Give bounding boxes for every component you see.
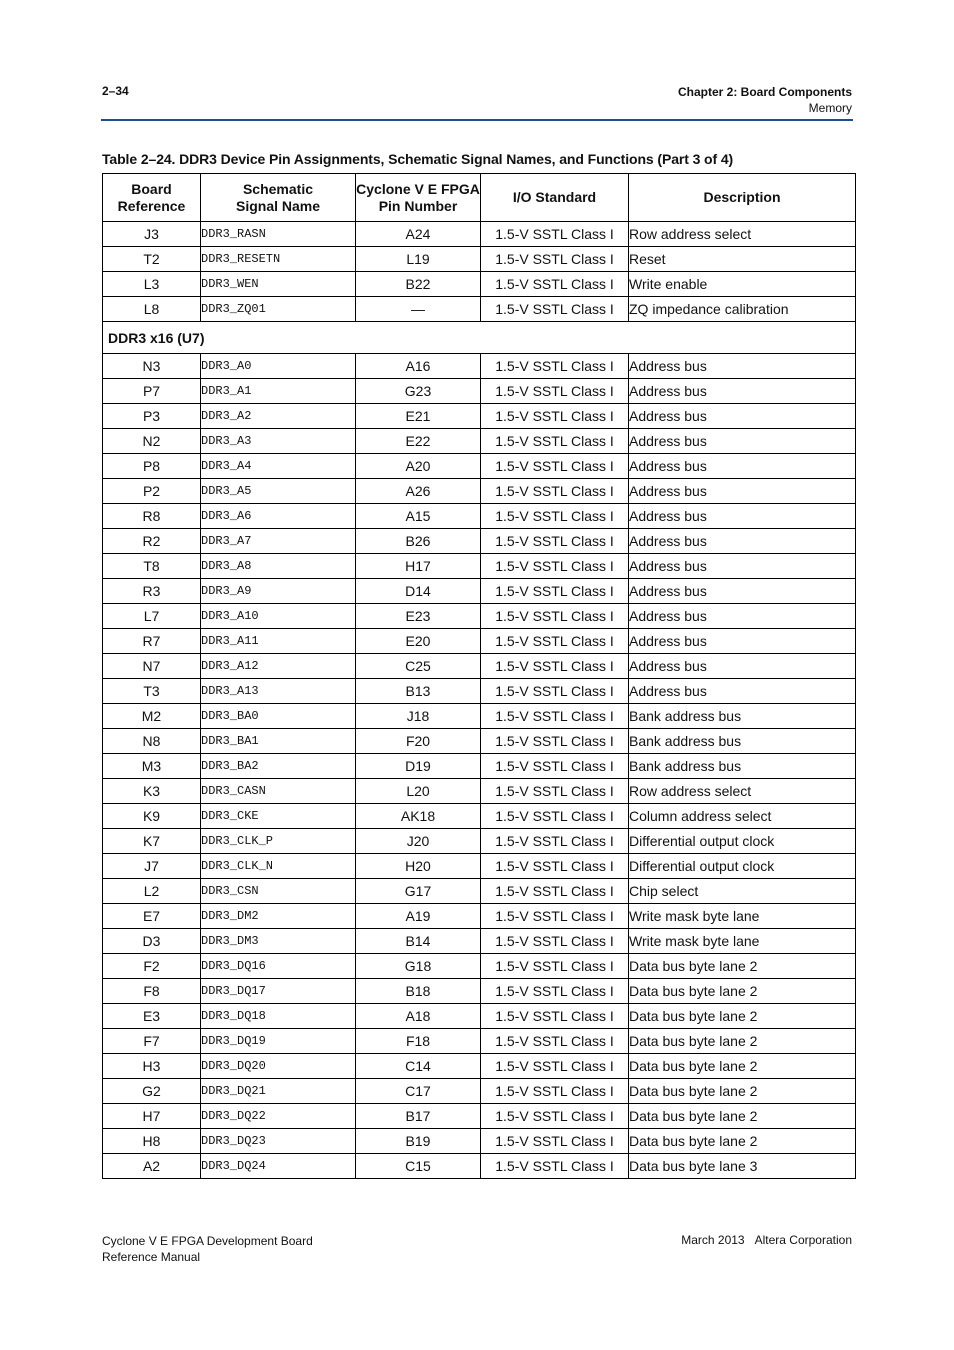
board-reference-cell: M2 [103,704,201,729]
pin-number-cell: B19 [356,1129,481,1154]
description-cell: ZQ impedance calibration [629,297,856,322]
board-reference-cell: T2 [103,247,201,272]
table-row [103,1079,856,1104]
footer-company: Altera Corporation [754,1233,852,1247]
board-reference-cell: K9 [103,804,201,829]
pin-number-cell: G18 [356,954,481,979]
description-cell: Address bus [629,529,856,554]
description-cell: Address bus [629,504,856,529]
io-standard-cell: 1.5-V SSTL Class I [481,754,629,779]
description-cell: Chip select [629,879,856,904]
board-reference-cell: L8 [103,297,201,322]
table-row [103,704,856,729]
io-standard-cell: 1.5-V SSTL Class I [481,979,629,1004]
board-reference-cell: H7 [103,1104,201,1129]
description-cell: Write mask byte lane [629,929,856,954]
signal-name-cell: DDR3_DQ22 [201,1104,356,1129]
footer-doc-title-line2: Reference Manual [102,1250,201,1264]
board-reference-cell: A2 [103,1154,201,1179]
io-standard-cell: 1.5-V SSTL Class I [481,879,629,904]
signal-name-cell: DDR3_DQ19 [201,1029,356,1054]
table-row [103,904,856,929]
pin-number-cell: L19 [356,247,481,272]
board-reference-cell: E3 [103,1004,201,1029]
column-header-description: Description [629,174,856,222]
table-row [103,979,856,1004]
pin-number-cell: C15 [356,1154,481,1179]
pin-number-cell: E23 [356,604,481,629]
section-title: Memory [808,101,852,115]
table-row [103,222,856,247]
description-cell: Data bus byte lane 2 [629,1079,856,1104]
table-row [103,454,856,479]
pin-number-cell: H20 [356,854,481,879]
signal-name-cell: DDR3_DQ24 [201,1154,356,1179]
signal-name-cell: DDR3_CLK_P [201,829,356,854]
description-cell: Address bus [629,629,856,654]
io-standard-cell: 1.5-V SSTL Class I [481,529,629,554]
table-row [103,754,856,779]
table-row [103,1004,856,1029]
board-reference-cell: P7 [103,379,201,404]
description-cell: Bank address bus [629,704,856,729]
page-number: 2–34 [102,84,129,98]
signal-name-cell: DDR3_CLK_N [201,854,356,879]
table-row [103,629,856,654]
board-reference-cell: L3 [103,272,201,297]
io-standard-cell: 1.5-V SSTL Class I [481,554,629,579]
description-cell: Address bus [629,354,856,379]
column-header-io-standard: I/O Standard [481,174,629,222]
io-standard-cell: 1.5-V SSTL Class I [481,954,629,979]
table-caption: Table 2–24. DDR3 Device Pin Assignments, Schematic Signal Names, and Functions (Part 3 of 4) [102,151,734,167]
header-rule [101,119,853,121]
signal-name-cell: DDR3_DQ16 [201,954,356,979]
pin-number-cell: B18 [356,979,481,1004]
description-cell: Data bus byte lane 3 [629,1154,856,1179]
io-standard-cell: 1.5-V SSTL Class I [481,222,629,247]
pin-number-cell: A26 [356,479,481,504]
io-standard-cell: 1.5-V SSTL Class I [481,1029,629,1054]
description-cell: Differential output clock [629,829,856,854]
description-cell: Address bus [629,679,856,704]
pin-number-cell: G23 [356,379,481,404]
description-cell: Address bus [629,579,856,604]
pin-number-cell: E20 [356,629,481,654]
io-standard-cell: 1.5-V SSTL Class I [481,272,629,297]
signal-name-cell: DDR3_A1 [201,379,356,404]
pin-number-cell: C25 [356,654,481,679]
signal-name-cell: DDR3_WEN [201,272,356,297]
table-row [103,1104,856,1129]
description-cell: Address bus [629,554,856,579]
board-reference-cell: K3 [103,779,201,804]
description-cell: Data bus byte lane 2 [629,954,856,979]
signal-name-cell: DDR3_DM2 [201,904,356,929]
description-cell: Address bus [629,604,856,629]
pin-number-cell: B22 [356,272,481,297]
signal-name-cell: DDR3_DQ17 [201,979,356,1004]
description-cell: Write mask byte lane [629,904,856,929]
table-row [103,1054,856,1079]
signal-name-cell: DDR3_BA2 [201,754,356,779]
signal-name-cell: DDR3_CKE [201,804,356,829]
board-reference-cell: M3 [103,754,201,779]
io-standard-cell: 1.5-V SSTL Class I [481,504,629,529]
io-standard-cell: 1.5-V SSTL Class I [481,354,629,379]
description-cell: Data bus byte lane 2 [629,1129,856,1154]
pin-number-cell: H17 [356,554,481,579]
io-standard-cell: 1.5-V SSTL Class I [481,247,629,272]
table-row [103,729,856,754]
description-cell: Address bus [629,654,856,679]
description-cell: Data bus byte lane 2 [629,1054,856,1079]
board-reference-cell: K7 [103,829,201,854]
signal-name-cell: DDR3_A0 [201,354,356,379]
board-reference-cell: T3 [103,679,201,704]
signal-name-cell: DDR3_A2 [201,404,356,429]
board-reference-cell: N2 [103,429,201,454]
pin-number-cell: A18 [356,1004,481,1029]
description-cell: Row address select [629,779,856,804]
signal-name-cell: DDR3_DQ20 [201,1054,356,1079]
pin-number-cell: AK18 [356,804,481,829]
io-standard-cell: 1.5-V SSTL Class I [481,904,629,929]
io-standard-cell: 1.5-V SSTL Class I [481,604,629,629]
table-row [103,954,856,979]
description-cell: Address bus [629,404,856,429]
board-reference-cell: N7 [103,654,201,679]
pin-number-cell: G17 [356,879,481,904]
pin-number-cell: C14 [356,1054,481,1079]
table-header-row [103,174,856,222]
board-reference-cell: J7 [103,854,201,879]
description-cell: Data bus byte lane 2 [629,979,856,1004]
board-reference-cell: L7 [103,604,201,629]
pin-number-cell: C17 [356,1079,481,1104]
table-row [103,604,856,629]
description-cell: Address bus [629,454,856,479]
board-reference-cell: G2 [103,1079,201,1104]
description-cell: Reset [629,247,856,272]
description-cell: Bank address bus [629,754,856,779]
footer-date: March 2013 [681,1233,745,1247]
board-reference-cell: P2 [103,479,201,504]
board-reference-cell: N3 [103,354,201,379]
signal-name-cell: DDR3_DQ21 [201,1079,356,1104]
io-standard-cell: 1.5-V SSTL Class I [481,829,629,854]
signal-name-cell: DDR3_A10 [201,604,356,629]
pin-number-cell: E22 [356,429,481,454]
table-row [103,354,856,379]
table-row [103,854,856,879]
pin-number-cell: D14 [356,579,481,604]
board-reference-cell: F2 [103,954,201,979]
io-standard-cell: 1.5-V SSTL Class I [481,854,629,879]
table-row [103,297,856,322]
table-row [103,829,856,854]
io-standard-cell: 1.5-V SSTL Class I [481,1154,629,1179]
description-cell: Address bus [629,429,856,454]
pin-number-cell: A19 [356,904,481,929]
board-reference-cell: E7 [103,904,201,929]
board-reference-cell: P3 [103,404,201,429]
table-row [103,1154,856,1179]
signal-name-cell: DDR3_RASN [201,222,356,247]
table-row [103,504,856,529]
description-cell: Address bus [629,379,856,404]
description-cell: Differential output clock [629,854,856,879]
table-row [103,679,856,704]
signal-name-cell: DDR3_A7 [201,529,356,554]
io-standard-cell: 1.5-V SSTL Class I [481,654,629,679]
running-header [678,84,852,116]
pin-number-cell: B13 [356,679,481,704]
table-row [103,1129,856,1154]
pin-number-cell: D19 [356,754,481,779]
board-reference-cell: F8 [103,979,201,1004]
column-header-signal-name: Schematic Signal Name [201,174,356,222]
signal-name-cell: DDR3_A3 [201,429,356,454]
board-reference-cell: J3 [103,222,201,247]
signal-name-cell: DDR3_BA1 [201,729,356,754]
chapter-title: Chapter 2: Board Components [677,85,852,99]
signal-name-cell: DDR3_DQ18 [201,1004,356,1029]
pin-number-cell: F18 [356,1029,481,1054]
table-body-top [103,222,856,322]
io-standard-cell: 1.5-V SSTL Class I [481,804,629,829]
signal-name-cell: DDR3_BA0 [201,704,356,729]
board-reference-cell: F7 [103,1029,201,1054]
pin-number-cell: — [356,297,481,322]
signal-name-cell: DDR3_RESETN [201,247,356,272]
signal-name-cell: DDR3_A12 [201,654,356,679]
description-cell: Data bus byte lane 2 [629,1104,856,1129]
footer-publisher [681,1233,852,1247]
board-reference-cell: R7 [103,629,201,654]
signal-name-cell: DDR3_CASN [201,779,356,804]
pin-number-cell: J20 [356,829,481,854]
table-row [103,654,856,679]
description-cell: Row address select [629,222,856,247]
pin-number-cell: J18 [356,704,481,729]
io-standard-cell: 1.5-V SSTL Class I [481,479,629,504]
table-row [103,404,856,429]
table-row [103,272,856,297]
pin-number-cell: B26 [356,529,481,554]
io-standard-cell: 1.5-V SSTL Class I [481,454,629,479]
io-standard-cell: 1.5-V SSTL Class I [481,1004,629,1029]
table-row [103,379,856,404]
table-row [103,804,856,829]
board-reference-cell: R2 [103,529,201,554]
board-reference-cell: R3 [103,579,201,604]
section-row [103,322,856,354]
table-row [103,529,856,554]
io-standard-cell: 1.5-V SSTL Class I [481,1079,629,1104]
board-reference-cell: H8 [103,1129,201,1154]
description-cell: Address bus [629,479,856,504]
signal-name-cell: DDR3_DQ23 [201,1129,356,1154]
pin-number-cell: B17 [356,1104,481,1129]
table-row [103,429,856,454]
signal-name-cell: DDR3_A13 [201,679,356,704]
board-reference-cell: N8 [103,729,201,754]
signal-name-cell: DDR3_CSN [201,879,356,904]
io-standard-cell: 1.5-V SSTL Class I [481,679,629,704]
column-header-board-reference: Board Reference [103,174,201,222]
io-standard-cell: 1.5-V SSTL Class I [481,929,629,954]
signal-name-cell: DDR3_A6 [201,504,356,529]
pin-number-cell: A24 [356,222,481,247]
pin-number-cell: L20 [356,779,481,804]
io-standard-cell: 1.5-V SSTL Class I [481,779,629,804]
board-reference-cell: P8 [103,454,201,479]
table-row [103,247,856,272]
board-reference-cell: L2 [103,879,201,904]
table-row [103,879,856,904]
description-cell: Column address select [629,804,856,829]
pin-number-cell: A15 [356,504,481,529]
pin-number-cell: F20 [356,729,481,754]
footer-doc-title [102,1233,313,1265]
signal-name-cell: DDR3_A9 [201,579,356,604]
io-standard-cell: 1.5-V SSTL Class I [481,629,629,654]
description-cell: Bank address bus [629,729,856,754]
table-row [103,479,856,504]
board-reference-cell: D3 [103,929,201,954]
footer-doc-title-line1: Cyclone V E FPGA Development Board [102,1234,313,1248]
io-standard-cell: 1.5-V SSTL Class I [481,1104,629,1129]
io-standard-cell: 1.5-V SSTL Class I [481,1129,629,1154]
signal-name-cell: DDR3_A5 [201,479,356,504]
table-row [103,579,856,604]
signal-name-cell: DDR3_A11 [201,629,356,654]
pin-number-cell: A16 [356,354,481,379]
description-cell: Data bus byte lane 2 [629,1004,856,1029]
board-reference-cell: H3 [103,1054,201,1079]
column-header-pin-number: Cyclone V E FPGA Pin Number [356,174,481,222]
io-standard-cell: 1.5-V SSTL Class I [481,1054,629,1079]
io-standard-cell: 1.5-V SSTL Class I [481,297,629,322]
board-reference-cell: R8 [103,504,201,529]
pin-number-cell: A20 [356,454,481,479]
signal-name-cell: DDR3_ZQ01 [201,297,356,322]
description-cell: Data bus byte lane 2 [629,1029,856,1054]
io-standard-cell: 1.5-V SSTL Class I [481,579,629,604]
table-body-bottom [103,354,856,1179]
signal-name-cell: DDR3_A4 [201,454,356,479]
board-reference-cell: T8 [103,554,201,579]
pin-assignment-table [102,173,856,1179]
table-row [103,779,856,804]
io-standard-cell: 1.5-V SSTL Class I [481,404,629,429]
io-standard-cell: 1.5-V SSTL Class I [481,704,629,729]
table-row [103,929,856,954]
table-section [103,322,856,354]
pin-number-cell: B14 [356,929,481,954]
table-row [103,1029,856,1054]
io-standard-cell: 1.5-V SSTL Class I [481,379,629,404]
pin-number-cell: E21 [356,404,481,429]
signal-name-cell: DDR3_DM3 [201,929,356,954]
signal-name-cell: DDR3_A8 [201,554,356,579]
section-label: DDR3 x16 (U7) [103,322,856,354]
table-row [103,554,856,579]
description-cell: Write enable [629,272,856,297]
io-standard-cell: 1.5-V SSTL Class I [481,429,629,454]
io-standard-cell: 1.5-V SSTL Class I [481,729,629,754]
